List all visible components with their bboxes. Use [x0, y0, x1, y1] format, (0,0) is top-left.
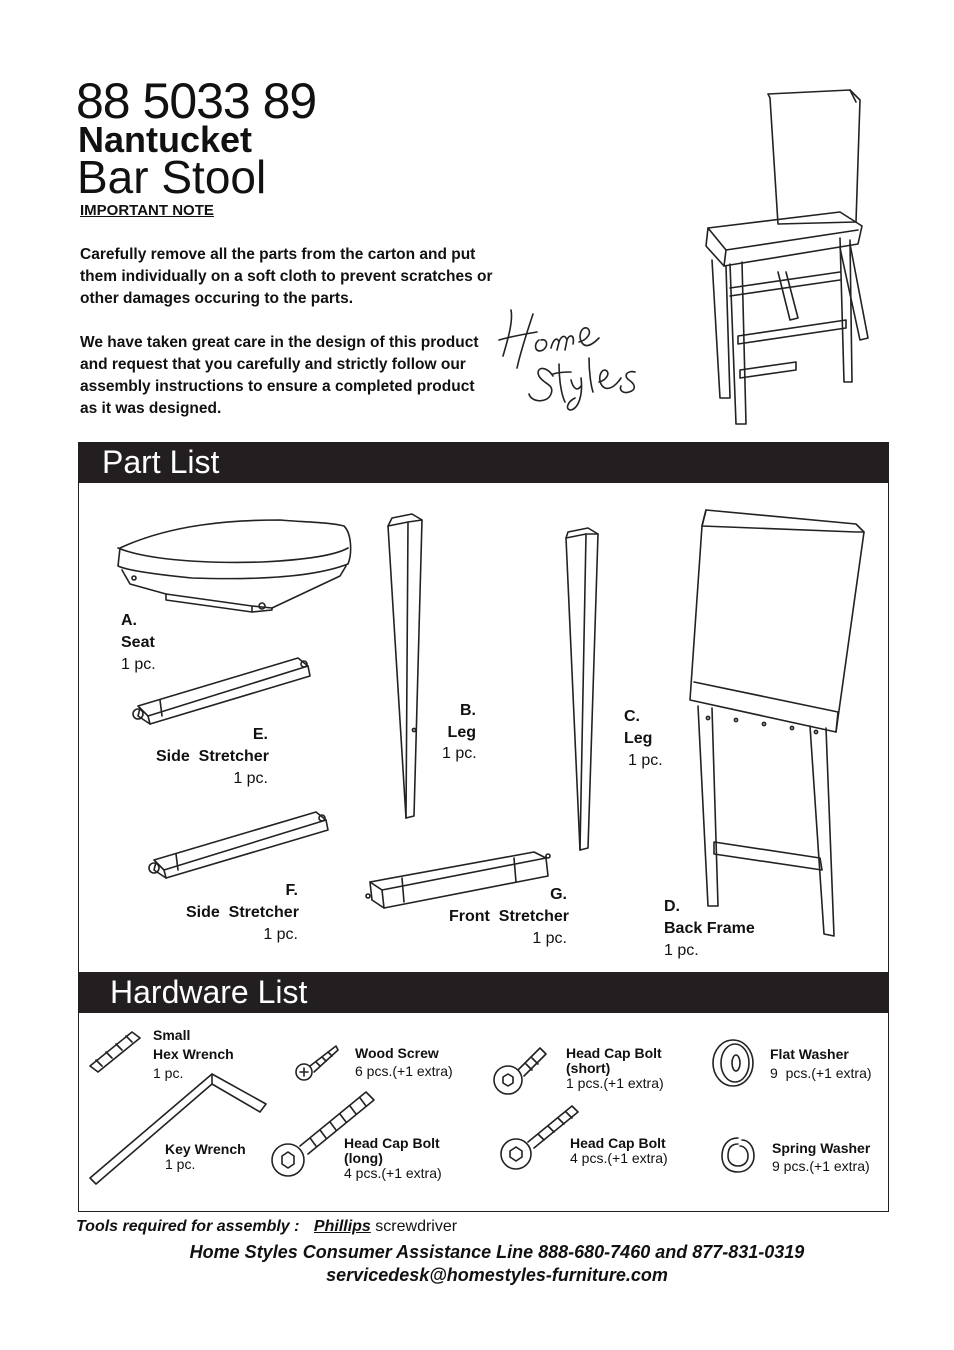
side-stretcher-f-illustration	[146, 808, 336, 883]
tools-screwdriver: screwdriver	[375, 1218, 458, 1235]
tools-phillips: Phillips	[313, 1218, 371, 1235]
hw-head-cap-bolt-short-line2: (short)	[566, 1060, 611, 1076]
part-list-header: Part List	[78, 442, 888, 483]
service-email[interactable]: servicedesk@homestyles-furniture.com	[326, 1265, 668, 1285]
hw-key-wrench-qty: 1 pc.	[165, 1156, 196, 1172]
part-g-label	[449, 884, 570, 950]
part-g-letter: G.	[550, 886, 567, 903]
hw-small-hex-wrench-line1: Small	[153, 1027, 191, 1043]
part-b-label	[440, 700, 476, 744]
model-number: 88 5033 89	[76, 73, 317, 129]
hw-wood-screw-qty: 6 pcs.(+1 extra)	[355, 1063, 453, 1079]
note-paragraph-1: Carefully remove all the parts from the carton and put them individually on a soft cloth to prevent scratches or other damages occuring to the parts.	[80, 246, 493, 307]
part-e-name: Side Stretcher	[156, 748, 269, 765]
part-c-qty: 1 pc.	[628, 752, 663, 769]
part-e-label	[156, 724, 268, 790]
hw-spring-washer-qty: 9 pcs.(+1 extra)	[772, 1158, 870, 1174]
flat-washer-icon	[708, 1036, 758, 1090]
part-a-letter: A.	[121, 612, 137, 629]
hw-spring-washer-name: Spring Washer	[772, 1140, 871, 1156]
part-f-label	[186, 880, 298, 946]
hw-head-cap-bolt-short	[566, 1046, 664, 1091]
home-styles-logo	[495, 298, 655, 413]
product-name-line1: Nantucket	[78, 119, 253, 160]
back-frame-illustration	[688, 506, 868, 942]
hw-head-cap-bolt-long	[344, 1136, 442, 1181]
assistance-line: Home Styles Consumer Assistance Line 888-680-7460 and 877-831-0319	[189, 1242, 805, 1262]
hw-small-hex-wrench-qty: 1 pc.	[153, 1065, 184, 1081]
hw-small-hex-wrench-line2: Hex Wrench	[153, 1046, 234, 1062]
part-g-qty: 1 pc.	[532, 930, 567, 947]
hw-head-cap-bolt-short-qty: 1 pcs.(+1 extra)	[566, 1075, 664, 1091]
leg-b-illustration	[384, 510, 434, 825]
tools-label: Tools required for assembly :	[76, 1218, 300, 1235]
part-d-label	[664, 896, 755, 962]
tools-required-line	[76, 1218, 457, 1236]
hw-head-cap-bolt-short-line1: Head Cap Bolt	[566, 1045, 662, 1061]
hw-key-wrench-name: Key Wrench	[165, 1141, 246, 1157]
bar-stool-illustration	[690, 88, 880, 433]
spring-washer-icon	[718, 1134, 758, 1176]
leg-c-illustration	[560, 524, 610, 854]
part-e-qty: 1 pc.	[233, 770, 268, 787]
hw-head-cap-bolt-long-qty: 4 pcs.(+1 extra)	[344, 1165, 442, 1181]
hw-key-wrench	[165, 1142, 246, 1172]
hw-wood-screw-name: Wood Screw	[355, 1045, 439, 1061]
part-d-qty: 1 pc.	[664, 942, 699, 959]
small-hex-wrench-icon	[86, 1028, 146, 1074]
hw-flat-washer-qty: 9 pcs.(+1 extra)	[770, 1065, 872, 1081]
part-a-qty: 1 pc.	[121, 656, 156, 673]
hardware-list-header: Hardware List	[78, 972, 888, 1013]
seat-illustration	[112, 518, 357, 618]
part-f-name: Side Stretcher	[186, 904, 299, 921]
note-paragraph-2: We have taken great care in the design of this product and request that you carefully and strictly follow our assembly instructions to ensure a completed product as it was designed.	[80, 334, 479, 417]
part-f-qty: 1 pc.	[263, 926, 298, 943]
hw-head-cap-bolt-long-line2: (long)	[344, 1150, 383, 1166]
head-cap-bolt-short-icon	[492, 1044, 552, 1098]
part-e-letter: E.	[252, 726, 268, 743]
part-b-letter: B.	[460, 702, 476, 719]
hw-head-cap-bolt-name: Head Cap Bolt	[570, 1135, 666, 1151]
hw-flat-washer-name: Flat Washer	[770, 1046, 849, 1062]
hw-head-cap-bolt	[570, 1136, 668, 1166]
part-b-qty: 1 pc.	[442, 745, 477, 762]
part-f-letter: F.	[285, 882, 298, 899]
part-a-name: Seat	[121, 634, 155, 651]
part-g-name: Front Stretcher	[449, 908, 570, 925]
part-d-letter: D.	[664, 898, 680, 915]
part-d-name: Back Frame	[664, 920, 755, 937]
hw-head-cap-bolt-qty: 4 pcs.(+1 extra)	[570, 1150, 668, 1166]
hw-head-cap-bolt-long-line1: Head Cap Bolt	[344, 1135, 440, 1151]
hw-flat-washer	[770, 1047, 872, 1081]
hw-spring-washer	[772, 1141, 870, 1174]
product-name-line2: Bar Stool	[77, 151, 267, 203]
wood-screw-icon	[292, 1042, 342, 1082]
hw-wood-screw	[355, 1046, 453, 1079]
part-b-name: Leg	[447, 724, 476, 741]
part-c-letter: C.	[624, 708, 640, 725]
part-c-label	[624, 706, 652, 750]
important-note-title: IMPORTANT NOTE	[80, 202, 214, 219]
part-c-name: Leg	[624, 730, 653, 747]
side-stretcher-e-illustration	[130, 654, 315, 729]
